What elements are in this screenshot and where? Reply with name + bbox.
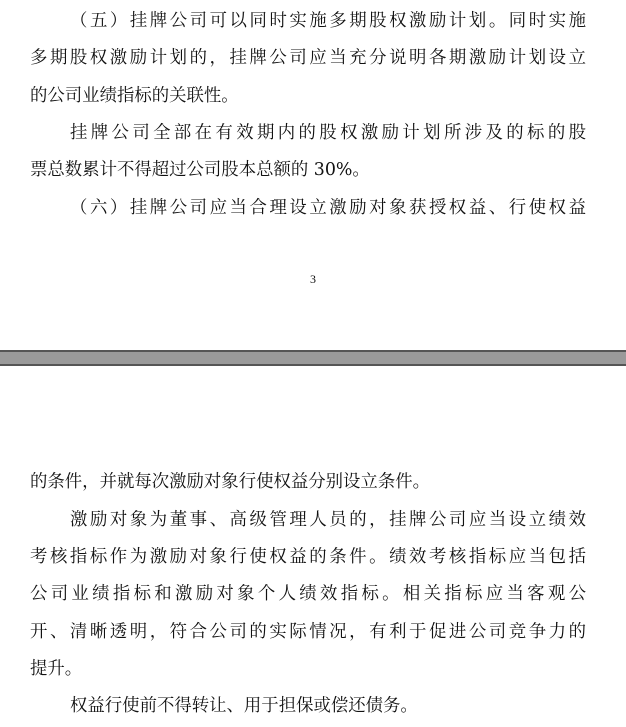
paragraph-line: 的公司业绩指标的关联性。	[30, 86, 239, 106]
paragraph-line: 开、清晰透明，符合公司的实际情况，有利于促进公司竞争力的	[30, 622, 586, 642]
paragraph-line: （五）挂牌公司可以同时实施多期股权激励计划。同时实施	[70, 11, 586, 31]
paragraph-line: 考核指标作为激励对象行使权益的条件。绩效考核指标应当包括	[30, 547, 586, 567]
document-page-top	[0, 0, 626, 350]
document-page-bottom	[0, 366, 626, 727]
paragraph-line: （六）挂牌公司应当合理设立激励对象获授权益、行使权益	[70, 198, 586, 218]
paragraph-line: 提升。	[30, 659, 83, 679]
paragraph-line: 挂牌公司全部在有效期内的股权激励计划所涉及的标的股	[70, 123, 586, 143]
paragraph-line: 权益行使前不得转让、用于担保或偿还债务。	[70, 696, 418, 716]
paragraph-line: 多期股权激励计划的，挂牌公司应当充分说明各期激励计划设立	[30, 48, 586, 68]
paragraph-line: 公司业绩指标和激励对象个人绩效指标。相关指标应当客观公	[30, 584, 586, 604]
paragraph-line: 激励对象为董事、高级管理人员的，挂牌公司应当设立绩效	[70, 510, 586, 530]
paragraph-line: 票总数累计不得超过公司股本总额的 30%。	[30, 160, 370, 180]
paragraph-line: 的条件，并就每次激励对象行使权益分别设立条件。	[30, 472, 430, 492]
page-number: 3	[310, 272, 316, 286]
page-separator	[0, 350, 626, 366]
